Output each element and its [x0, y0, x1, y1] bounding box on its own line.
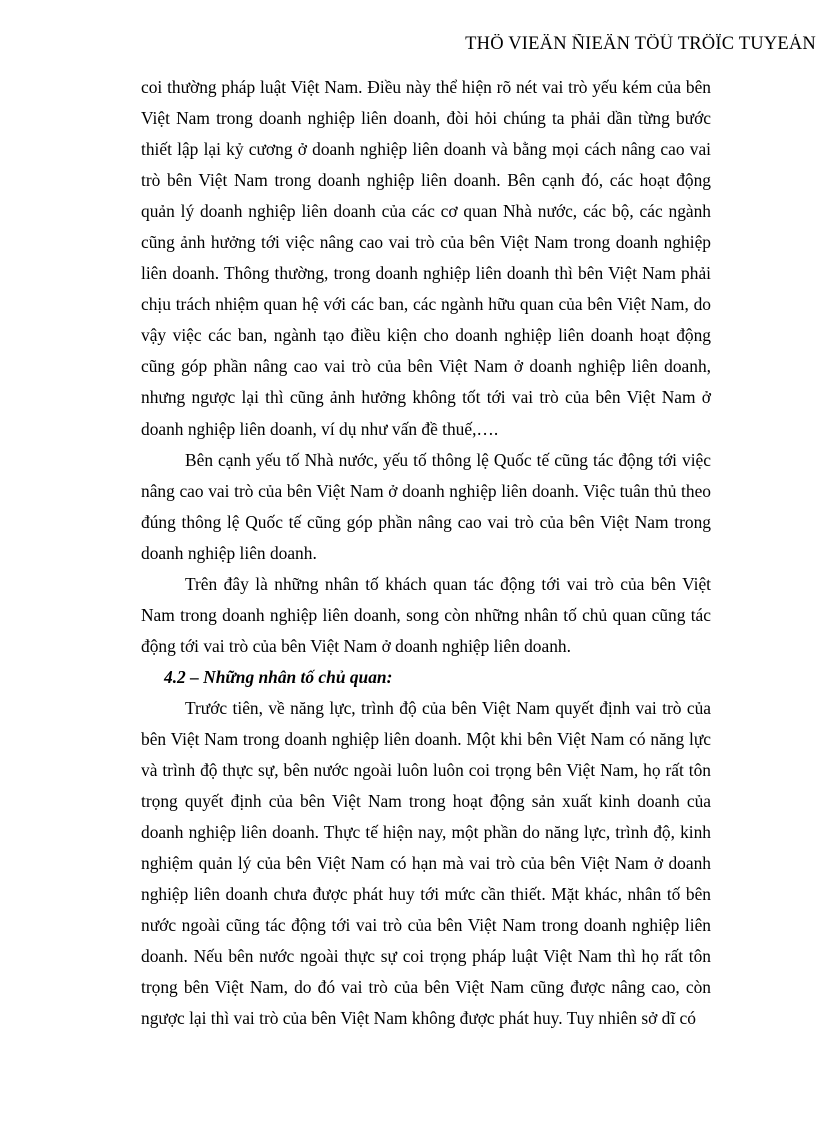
paragraph-2: Bên cạnh yếu tố Nhà nước, yếu tố thông lệ Quốc tế cũng tác động tới việc nâng cao vai trò của bên Việt Nam ở doanh nghiệp liên doanh. Việc tuân thủ theo đúng thông lệ Quốc tế cũng góp phần nâng cao vai trò của bên Việt Nam trong doanh nghiệp liên doanh.	[141, 449, 711, 563]
paragraph-3: Trên đây là những nhân tố khách quan tác động tới vai trò của bên Việt Nam trong doanh nghiệp liên doanh, song còn những nhân tố chủ quan cũng tác động tới vai trò của bên Việt Nam ở doanh nghiệp liên doanh.	[141, 573, 711, 656]
page-header: THÖ VIEÄN ÑIEÄN TÖÛ TRÖÏC TUYEÁN	[465, 34, 816, 54]
document-body	[141, 72, 711, 1034]
section-heading: 4.2 – Những nhân tố chủ quan:	[164, 666, 393, 687]
paragraph-1: coi thường pháp luật Việt Nam. Điều này thể hiện rõ nét vai trò yếu kém của bên Việt Nam trong doanh nghiệp liên doanh, đòi hỏi chúng ta phải dần từng bước thiết lập lại kỷ cương ở doanh nghiệp liên doanh và bằng mọi cách nâng cao vai trò bên Việt Nam trong doanh nghiệp liên doanh. Bên cạnh đó, các hoạt động quản lý doanh nghiệp liên doanh của các cơ quan Nhà nước, các bộ, các ngành cũng ảnh hưởng tới việc nâng cao vai trò của bên Việt Nam trong doanh nghiệp liên doanh. Thông thường, trong doanh nghiệp liên doanh thì bên Việt Nam phải chịu trách nhiệm quan hệ với các ban, các ngành hữu quan của bên Việt Nam, do vậy việc các ban, ngành tạo điều kiện cho doanh nghiệp liên doanh hoạt động cũng góp phần nâng cao vai trò của bên Việt Nam ở doanh nghiệp liên doanh, nhưng ngược lại thì cũng ảnh hưởng không tốt tới vai trò của bên Việt Nam ở doanh nghiệp liên doanh, ví dụ như vấn đề thuế,….	[141, 77, 711, 439]
paragraph-4: Trước tiên, về năng lực, trình độ của bên Việt Nam quyết định vai trò của bên Việt Nam trong doanh nghiệp liên doanh. Một khi bên Việt Nam có năng lực và trình độ thực sự, bên nước ngoài luôn luôn coi trọng bên Việt Nam, họ rất tôn trọng quyết định của bên Việt Nam trong hoạt động sản xuất kinh doanh của doanh nghiệp liên doanh. Thực tế hiện nay, một phần do năng lực, trình độ, kinh nghiệm quản lý của bên Việt Nam có hạn mà vai trò của bên Việt Nam ở doanh nghiệp liên doanh chưa được phát huy tới mức cần thiết. Mặt khác, nhân tố bên nước ngoài cũng tác động tới vai trò của bên Việt Nam trong doanh nghiệp liên doanh. Nếu bên nước ngoài thực sự coi trọng pháp luật Việt Nam thì họ rất tôn trọng bên Việt Nam, do đó vai trò của bên Việt Nam cũng được nâng cao, còn ngược lại thì vai trò của bên Việt Nam không được phát huy. Tuy nhiên sở dĩ có	[141, 697, 711, 1029]
